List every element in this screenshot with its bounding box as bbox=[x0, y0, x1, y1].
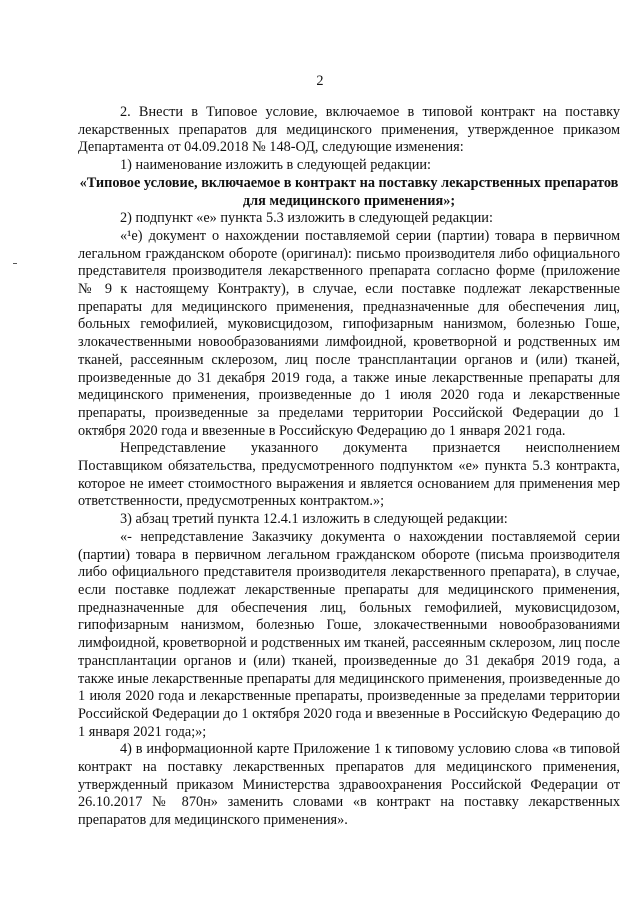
paragraph-item-2: 2) подпункт «е» пункта 5.3 изложить в следующей редакции: bbox=[120, 210, 493, 227]
paragraph-intro: 2. Внести в Типовое условие, включаемое в типовой контракт на поставку лекарственных препаратов для медицинского применения, утвержденное приказом Департамента от 04.09.2018 № 148-ОД, следующие изменения: bbox=[78, 104, 620, 156]
paragraph-non-submission: Непредставление указанного документа признается неисполнением Поставщиком обязательства, предусмотренного подпунктом «е» пункта 5.3 контракта, которое не имеет стоимостного выражения и является основанием для применения мер ответственности, предусмотренных контрактом.»; bbox=[78, 440, 620, 510]
new-title: «Типовое условие, включаемое в контракт на поставку лекарственных препаратов для медицинского применения»; bbox=[79, 174, 619, 209]
page-number: 2 bbox=[316, 73, 324, 89]
paragraph-item-3: 3) абзац третий пункта 12.4.1 изложить в следующей редакции: bbox=[120, 511, 508, 528]
document-body bbox=[78, 104, 620, 830]
paragraph-new-wording: «- непредставление Заказчику документа о нахождении поставляемой серии (партии) товара в первичном легальном гражданском обороте (письма производителя либо официального представителя производителя лекарственного препарата), в случае, если поставке подлежат лекарственные препараты для медицинского применения, предназначенные для обеспечения лиц, больных гемофилией, муковисцидозом, гипофизарным нанизмом, болезнью Гоше, злокачественными новообразованиями лимфоидной, кроветворной и родственных им тканей, рассеянным склерозом, лиц после трансплантации органов и (или) тканей, произведенные до 31 декабря 2019 года, а также иные лекарственные препараты для медицинского применения, произведенные до 1 июля 2020 года и лекарственные препараты, произведенные за пределами территории Российской Федерации до 1 октября 2020 года и ввезенные в Российскую Федерацию до 1 января 2021 года;»; bbox=[78, 528, 620, 740]
paragraph-subitem-e: «¹е) документ о нахождении поставляемой серии (партии) товара в первичном легальном гражданском обороте (оригинал): письмо производителя либо официального представителя производителя лекарственного препарата согласно форме (приложение № 9 к настоящему Контракту), в случае, если поставке подлежат лекарственные препараты для медицинского применения, предназначенные для обеспечения лиц, больных гемофилией, муковисцидозом, гипофизарным нанизмом, болезнью Гоше, злокачественными новообразованиями лимфоидной, кроветворной и родственных им тканей, рассеянным склерозом, лиц после трансплантации органов и (или) тканей, произведенные до 31 декабря 2019 года, а также иные лекарственные препараты для медицинского применения, произведенные до 1 июля 2020 года и лекарственные препараты, произведенные за пределами территории Российской Федерации до 1 октября 2020 года и ввезенные в Российскую Федерацию до 1 января 2021 года. bbox=[78, 227, 620, 439]
paragraph-item-1: 1) наименование изложить в следующей редакции: bbox=[120, 157, 431, 174]
margin-mark bbox=[13, 263, 17, 264]
paragraph-item-4: 4) в информационной карте Приложение 1 к типовому условию слова «в типовой контракт на поставку лекарственных препаратов для медицинского применения, утвержденный приказом Министерства здравоохранения Российской Федерации от 26.10.2017 № 870н» заменить словами «в контракт на поставку лекарственных препаратов для медицинского применения». bbox=[78, 741, 620, 829]
